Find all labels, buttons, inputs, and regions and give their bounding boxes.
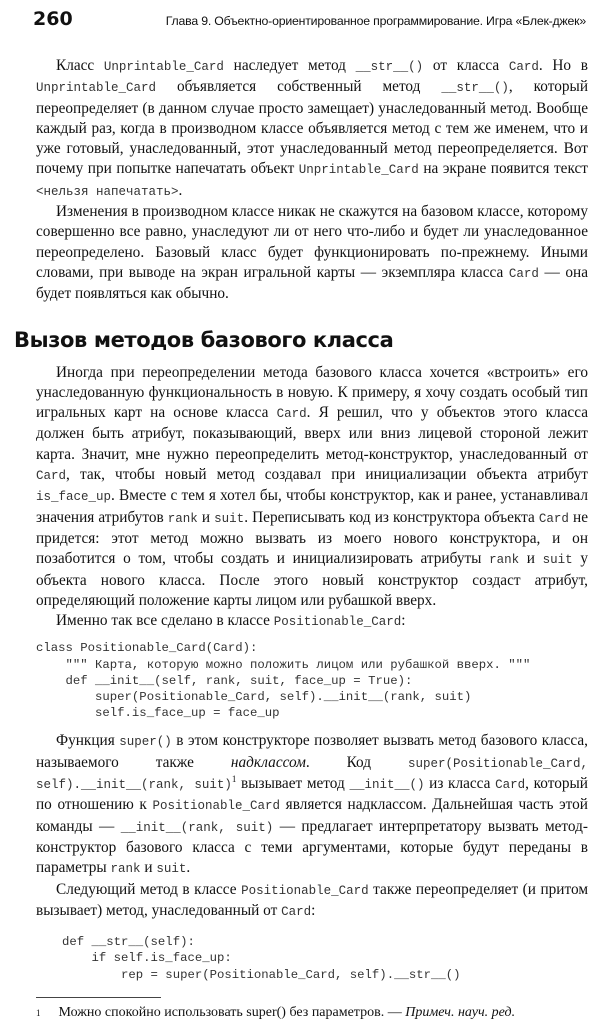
text: Класс bbox=[56, 57, 104, 74]
footnote-divider bbox=[36, 997, 161, 998]
inline-code: <нельзя напечатать> bbox=[36, 184, 179, 199]
paragraph bbox=[36, 56, 588, 202]
inline-code: __init__() bbox=[349, 778, 425, 793]
paragraphs-section bbox=[36, 363, 588, 633]
inline-code: suit bbox=[156, 862, 187, 877]
inline-code: Positionable_Card bbox=[241, 883, 369, 898]
code-block-2: def __str__(self): if self.is_face_up: rep = super(Positionable_Card, self).__str__() bbox=[62, 935, 461, 982]
text: на экране появится текст bbox=[418, 160, 588, 178]
text: . Код bbox=[305, 753, 408, 771]
text: , который по отношению к bbox=[36, 775, 588, 814]
text: Функция bbox=[56, 732, 120, 750]
text: . bbox=[178, 181, 183, 199]
footnote bbox=[36, 1004, 600, 1022]
paragraphs-after bbox=[36, 731, 588, 922]
inline-code: rank bbox=[489, 553, 520, 568]
text: и bbox=[140, 859, 157, 877]
inline-code: Unprintable_Card bbox=[298, 163, 419, 178]
inline-code: rank bbox=[110, 862, 141, 877]
inline-code: __init__(rank, suit) bbox=[120, 820, 274, 835]
italic-term: надклассом bbox=[230, 753, 306, 771]
text: также переопределяет (и притом вызывает) метод, унаследованный от bbox=[36, 880, 588, 919]
inline-code: __str__() bbox=[355, 60, 424, 74]
inline-code: Card bbox=[508, 266, 539, 281]
inline-code: Positionable_Card bbox=[152, 799, 281, 814]
text: не придется: этот метод можно вызвать из моего нового конструктора, и он позаботится о том, чтобы создать и инициализировать атрибуты bbox=[36, 508, 588, 568]
text: вызывает метод bbox=[236, 775, 350, 793]
paragraph bbox=[36, 202, 588, 304]
text: от класса bbox=[423, 57, 509, 74]
text: , который переопределяет (в данном случае просто замещает) унаследованный метод. Вообще каждый раз, когда в производном классе объявляется метод с тем же именем, что и уже готовый, унаследованный, этот унаследованный метод переопределяется. Вот почему при попытке напечатать объект bbox=[36, 78, 589, 178]
inline-code: Unprintable_Card bbox=[103, 60, 224, 74]
inline-code: Card bbox=[36, 469, 67, 484]
paragraph bbox=[36, 363, 588, 612]
inline-code: Unprintable_Card bbox=[36, 81, 157, 96]
inline-code: suit bbox=[542, 553, 573, 568]
text: : bbox=[311, 901, 316, 919]
section-heading: Вызов методов базового класса bbox=[14, 327, 394, 352]
text: является надклассом. Дальнейшая часть этой команды — bbox=[36, 796, 588, 835]
text: . Переписывать код из конструктора объекта bbox=[244, 508, 539, 526]
text: . Но в bbox=[538, 57, 588, 74]
text: — предлагает интерпретатору вызвать метод-конструктор базового класса с теми аргументами, которые будут переданы в параметры bbox=[36, 817, 588, 877]
inline-code: Card bbox=[495, 778, 526, 793]
inline-code: __str__() bbox=[441, 81, 509, 96]
text: и bbox=[519, 550, 543, 568]
inline-code: rank bbox=[167, 511, 198, 526]
text: . Вместе с тем я хотел бы, чтобы конструктор, как и ранее, устанавливал значения атрибутов bbox=[36, 487, 588, 526]
text: . bbox=[186, 859, 191, 877]
inline-code: Card bbox=[508, 60, 539, 74]
inline-code: is_face_up bbox=[36, 490, 112, 505]
text: Именно так все сделано в классе bbox=[56, 612, 274, 630]
text: Иногда при переопределении метода базового класса хочется «встроить» его унаследованную функциональность в новую. К примеру, я хочу создать особый тип игральных карт на основе класса bbox=[36, 363, 588, 422]
text: наследует метод bbox=[223, 57, 356, 74]
text: Изменения в производном классе никак не скажутся на базовом классе, которому совершенно все равно, унаследуют ли от него что-либо и будет ли унаследованное переопределено. Базовый класс будет функционировать по-прежнему. Иными словами, при выводе на экран игральной карты — экземпляра класса bbox=[36, 203, 588, 281]
inline-code: Positionable_Card bbox=[273, 615, 402, 630]
running-header bbox=[0, 0, 600, 34]
text: у объекта нового класса. После этого новый конструктор создаст атрибут, определяющий положение карты лицом или рубашкой вверх. bbox=[36, 550, 588, 609]
paragraphs-before bbox=[36, 56, 588, 305]
page-number: 260 bbox=[33, 8, 73, 30]
text: , так, чтобы новый метод создавал при инициализации объекта атрибут bbox=[66, 466, 588, 484]
inline-code: super(Positionable_Card, self).__init__(rank, suit) bbox=[36, 756, 588, 793]
paragraph bbox=[36, 731, 588, 879]
paragraph bbox=[36, 880, 588, 923]
footnote-ref: 1 bbox=[231, 773, 237, 784]
text: и bbox=[197, 508, 215, 526]
footnote-mark: 1 bbox=[36, 1007, 41, 1018]
footnote-editor-note: Примеч. науч. ред. bbox=[405, 1004, 516, 1020]
text: : bbox=[401, 612, 406, 630]
text: . Я решил, что у объектов этого класса должен быть атрибут, показывающий, вверх или вниз лицевой стороной лежит карта. Значит, мне нужно переопределить метод-конструктор, унаследованный от bbox=[36, 404, 588, 463]
text: Следующий метод в классе bbox=[56, 880, 242, 898]
page-body bbox=[14, 34, 589, 983]
inline-code: super() bbox=[119, 735, 172, 750]
text: из класса bbox=[424, 775, 496, 793]
inline-code: Card bbox=[538, 511, 569, 526]
inline-code: suit bbox=[214, 511, 245, 526]
inline-code: Card bbox=[276, 407, 307, 422]
text: объявляется собственный метод bbox=[156, 78, 442, 96]
chapter-title: Глава 9. Объектно-ориентированное программирование. Игра «Блек-джек» bbox=[165, 14, 586, 28]
text: в этом конструкторе позволяет вызвать метод базового класса, называемого также bbox=[36, 732, 588, 771]
footnote-text: Можно спокойно использовать super() без параметров. — bbox=[58, 1004, 406, 1020]
text: — она будет появляться как обычно. bbox=[36, 263, 588, 303]
inline-code: Card bbox=[281, 904, 312, 919]
paragraph bbox=[36, 611, 588, 632]
code-block-1: class Positionable_Card(Card): """ Карта, которую можно положить лицом или рубашкой вверх. """ def __init__(self, rank, suit, face_up = True): super(Positionable_Card, self).__init__(rank, suit) self.is_face_up = face_up bbox=[36, 641, 531, 721]
